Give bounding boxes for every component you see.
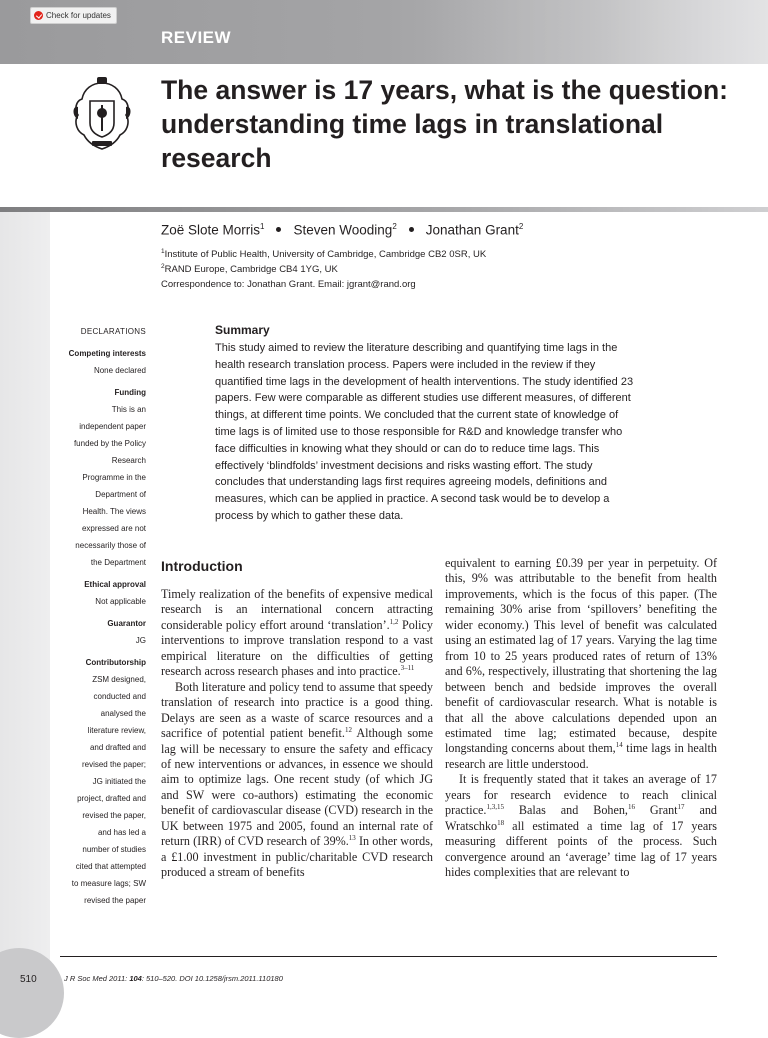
affiliation-number: 1: [161, 248, 165, 255]
page-number: 510: [20, 974, 37, 985]
margin-text-line: revised the paper;: [81, 760, 146, 769]
margin-text-line: project, drafted and: [77, 794, 146, 803]
funding-text: [62, 401, 146, 571]
bullet-separator: [409, 227, 414, 232]
paragraph: [161, 587, 433, 680]
body-column-right: [445, 556, 717, 881]
affiliation: [161, 263, 338, 275]
margin-text-line: cited that attempted: [75, 862, 146, 871]
margin-text-line: necessarily those of: [75, 541, 146, 550]
citation-marker: 1,2: [389, 617, 399, 626]
declarations-column: [62, 323, 146, 909]
margin-text-line: revised the paper: [84, 896, 146, 905]
check-for-updates-label: Check for updates: [46, 11, 111, 20]
citation-marker: 17: [677, 803, 685, 812]
guarantor-heading: Guarantor: [107, 619, 146, 628]
author-affiliation-marker: 2: [518, 222, 524, 231]
citation-marker: 13: [348, 834, 356, 843]
paragraph-text: In other words, a £1.00 investment in public/charitable CVD research produced a stream of benefits: [161, 834, 434, 880]
margin-text-line: Health. The views: [82, 507, 146, 516]
guarantor-text: JG: [135, 636, 146, 645]
margin-text-line: conducted and: [93, 692, 146, 701]
check-icon: [34, 11, 43, 20]
margin-text-line: and has led a: [97, 828, 146, 837]
author-list: [161, 222, 523, 238]
funding-heading: Funding: [114, 388, 146, 397]
page-number-tab: [0, 948, 64, 1038]
ethical-approval-heading: Ethical approval: [84, 580, 146, 589]
citation-marker: 3–11: [400, 664, 415, 673]
author-name: Steven Wooding: [293, 222, 393, 238]
citation-marker: 18: [497, 818, 505, 827]
affiliation-text: Institute of Public Health, University of Cambridge, Cambridge CB2 0SR, UK: [164, 249, 487, 261]
citation-marker: 1,3,15: [486, 803, 504, 812]
paragraph-text: and Wratschko: [445, 803, 717, 833]
citation-volume: 104: [129, 974, 142, 983]
correspondence: Correspondence to: Jonathan Grant. Email: jgrant@rand.org: [161, 279, 416, 290]
article-title: The answer is 17 years, what is the question: understanding time lags in translational research: [161, 75, 728, 173]
margin-text-line: literature review,: [87, 726, 146, 735]
affiliation-number: 2: [161, 263, 165, 270]
margin-text-line: to measure lags; SW: [71, 879, 146, 888]
citation-text: J R Soc Med 2011:: [64, 974, 130, 983]
margin-text-line: expressed are not: [81, 524, 146, 533]
margin-text-line: Department of: [95, 490, 146, 499]
author-name: Zoë Slote Morris: [161, 222, 261, 238]
paragraph-text: Although some lag will be necessary to ensure the safety and efficacy of new interventions or advances, in essence we should aim to optimize lags. One recent study (of which JG and SW were co-authors) estimating the economic benefit of cardiovascular disease (CVD) research in the UK between 1975 and 2005, found an internal rate of return (IRR) of CVD research of 39%.: [161, 726, 433, 849]
header-band-highlight: [423, 0, 768, 64]
margin-text-line: and drafted and: [89, 743, 146, 752]
paragraph: [445, 556, 717, 772]
declarations-heading: DECLARATIONS: [80, 327, 146, 336]
introduction-heading: Introduction: [161, 558, 243, 574]
margin-text-line: Programme in the: [82, 473, 146, 482]
contributorship-heading: Contributorship: [85, 658, 146, 667]
margin-text-line: number of studies: [82, 845, 146, 854]
author-affiliation-marker: 2: [392, 222, 397, 231]
summary-heading: Summary: [215, 323, 270, 337]
author-affiliation-marker: 1: [260, 222, 265, 231]
paragraph-text: equivalent to earning £0.39 per year in perpetuity. Of this, 9% was attributable to the benefit from health improvements, which is the focus of this paper. (The remaining 30% arise from ‘spillovers’ benefiting the wider economy.) This level of benefit was calculated using an estimated lag of 17 years. Varying the lag time from 10 to 25 years produced rates of return of 13% and 6%, respectively, illustrating that shortening the lag between bench and bedside improves the overall benefit of cardiovascular research. What is notable is that all the above calculations depended upon an estimated time lag; estimated because, despite longstanding concerns about them,: [445, 556, 717, 756]
journal-citation: [64, 974, 283, 983]
title-divider: [0, 207, 768, 212]
footer-rule: [60, 956, 717, 957]
body-column-left: [161, 587, 433, 881]
paragraph: [445, 772, 717, 880]
margin-text-line: This is an: [111, 405, 146, 414]
paragraph-text: It is frequently stated that it takes an average of 17 years for research evidence to reach clinical practice.: [445, 772, 717, 818]
margin-text-line: the Department: [90, 558, 146, 567]
paragraph: [161, 680, 433, 881]
paragraph-text: time lags in health research are little understood.: [445, 741, 717, 771]
margin-text-line: analysed the: [100, 709, 146, 718]
section-label: REVIEW: [161, 28, 232, 47]
journal-crest-logo: [70, 77, 134, 153]
margin-strip: [0, 212, 50, 1024]
paragraph-text: Grant: [634, 803, 678, 818]
competing-interests-text: None declared: [93, 366, 146, 375]
citation-marker: 16: [627, 803, 635, 812]
paragraph-text: Policy interventions to improve translation respond to a vast empirical literature on the difficulties of getting research across research phases and into practice.: [161, 617, 433, 679]
citation-marker: 12: [344, 726, 352, 735]
paragraph-text: Balas and Bohen,: [503, 803, 628, 818]
competing-interests-heading: Competing interests: [68, 349, 146, 358]
margin-text-line: revised the paper,: [82, 811, 146, 820]
citation-marker: 14: [615, 741, 623, 750]
margin-text-line: independent paper: [79, 422, 146, 431]
affiliation: [161, 248, 486, 260]
margin-text-line: ZSM designed,: [92, 675, 146, 684]
summary-text: This study aimed to review the literature describing and quantifying time lags in the health research translation process. Papers were included in the review if they quantified time lags in the development of health interventions. The study identified 23 papers. Few were comparable as different studies use different measures, of different things, at different time points. We concluded that the current state of knowledge of time lags is of limited use to those responsible for R&D and knowledge transfer who face difficulties in knowing what they should or can do to reduce time lags. This effectively ‘blindfolds’ investment decisions and risks wasting effort. The study concludes that understanding lags first requires agreeing models, definitions and measures, which can be applied in practice. A second task would be to develop a process by which to gather these data.: [215, 342, 634, 522]
contributorship-text: [62, 671, 146, 909]
paragraph-text: Timely realization of the benefits of expensive medical research is an international concern attracting considerable policy effort around ‘translation’.: [161, 587, 433, 632]
affiliation-text: RAND Europe, Cambridge CB4 1YG, UK: [164, 264, 338, 276]
paragraph-text: Both literature and policy tend to assume that speedy translation of research into practice is a good thing. Delays are seen as a waste of scarce resources and a sacrifice of potential patient benefit.: [161, 679, 433, 741]
margin-text-line: funded by the Policy: [73, 439, 146, 448]
citation-text: : 510–520. DOI 10.1258/jrsm.2011.110180: [141, 974, 283, 983]
paragraph-text: all estimated a time lag of 17 years measuring different points of the process. Such convergence around an ‘average’ time lag of 17 years hides complexities that are relevant to: [445, 818, 717, 880]
ethical-approval-text: Not applicable: [95, 597, 146, 606]
check-for-updates-button[interactable]: [30, 7, 117, 24]
margin-text-line: Research: [111, 456, 146, 465]
author-name: Jonathan Grant: [425, 222, 519, 238]
margin-text-line: JG initiated the: [92, 777, 146, 786]
bullet-separator: [276, 227, 281, 232]
